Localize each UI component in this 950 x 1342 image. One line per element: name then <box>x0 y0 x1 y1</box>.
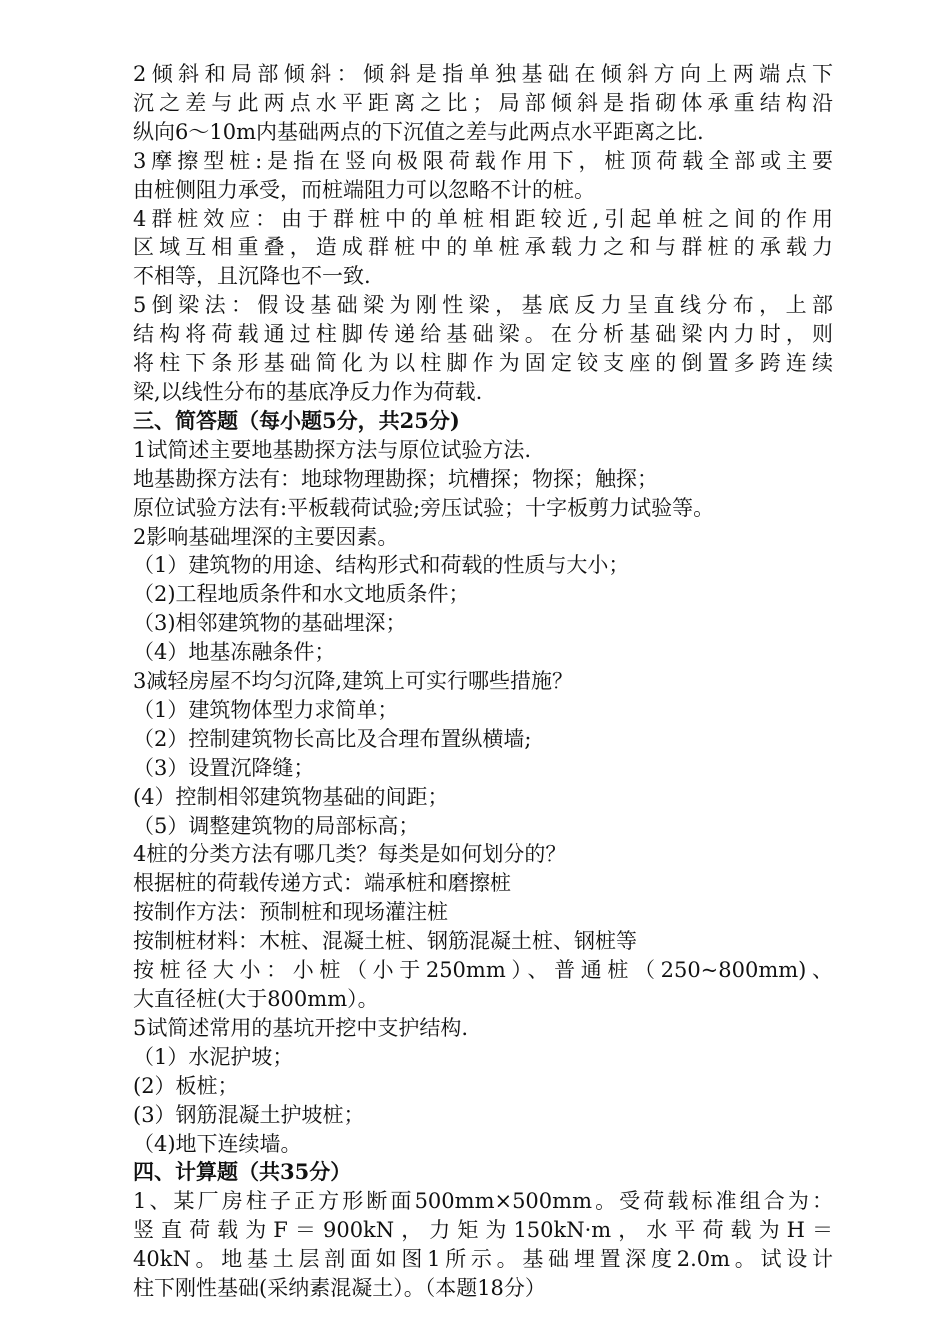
section-heading: 三、简答题（每小题5分，共25分) <box>133 407 460 433</box>
text-line: 40kN。地基土层剖面如图1所示。基础埋置深度2.0m。试设计 <box>133 1247 833 1272</box>
text-line: 梁,以线性分布的基底净反力作为荷载. <box>133 379 483 404</box>
text-line: 由桩侧阻力承受，而桩端阻力可以忽略不计的桩。 <box>133 177 595 202</box>
question-line: 1试简述主要地基勘探方法与原位试验方法. <box>133 437 532 462</box>
question-line: 5试简述常用的基坑开挖中支护结构. <box>133 1015 469 1040</box>
text-line: 大直径桩(大于800mm）。 <box>133 987 379 1011</box>
text-line: 区域互相重叠，造成群桩中的单桩承载力之和与群桩的承载力 <box>133 235 833 260</box>
text-line: 结构将荷载通过柱脚传递给基础梁。在分析基础梁内力时，则 <box>133 322 833 347</box>
text-line: 按制作方法：预制桩和现场灌注桩 <box>133 900 448 925</box>
question-line: 4桩的分类方法有哪几类？每类是如何划分的？ <box>133 842 567 867</box>
list-item: （1）建筑物的用途、结构形式和荷载的性质与大小； <box>133 553 630 578</box>
text-line: 纵向6～10m内基础两点的下沉值之差与此两点水平距离之比. <box>133 119 704 144</box>
text-line: 3摩擦型桩:是指在竖向极限荷载作用下，桩顶荷载全部或主要 <box>133 148 833 173</box>
text-line: 1、某厂房柱子正方形断面500mm×500mm。受荷载标准组合为： <box>133 1189 833 1214</box>
text-line: 4群桩效应：由于群桩中的单桩相距较近,引起单桩之间的作用 <box>133 206 833 231</box>
text-line: 竖直荷载为F＝900kN，力矩为150kN·m，水平荷载为H＝ <box>133 1218 833 1243</box>
text-line: 沉之差与此两点水平距离之比；局部倾斜是指砌体承重结构沿 <box>133 90 833 115</box>
text-line: 柱下刚性基础(采纳素混凝土）。（本题18分） <box>133 1276 546 1301</box>
text-line: 将柱下条形基础简化为以柱脚作为固定铰支座的倒置多跨连续 <box>133 351 833 376</box>
list-item: （4)地下连续墙。 <box>133 1131 302 1156</box>
list-item: （1）水泥护坡； <box>133 1044 294 1069</box>
text-line: 原位试验方法有:平板载荷试验;旁压试验；十字板剪力试验等。 <box>133 495 715 520</box>
list-item: (2）板桩； <box>133 1073 239 1098</box>
text-line: 2倾斜和局部倾斜：倾斜是指单独基础在倾斜方向上两端点下 <box>133 62 833 86</box>
section-heading: 四、计算题（共35分） <box>133 1159 352 1185</box>
list-item: (3）钢筋混凝土护坡桩； <box>133 1102 365 1127</box>
question-line: 3减轻房屋不均匀沉降,建筑上可实行哪些措施？ <box>133 669 574 694</box>
list-item: （3)相邻建筑物的基础埋深； <box>133 611 407 636</box>
list-item: （1）建筑物体型力求简单； <box>133 697 399 722</box>
text-line: 按制桩材料：木桩、混凝土桩、钢筋混凝土桩、钢桩等 <box>133 929 637 954</box>
list-item: （3）设置沉降缝； <box>133 755 315 780</box>
list-item: （4）地基冻融条件； <box>133 640 336 665</box>
list-item: (4）控制相邻建筑物基础的间距； <box>133 784 449 809</box>
text-line: 5倒梁法：假设基础梁为刚性梁，基底反力呈直线分布，上部 <box>133 293 833 318</box>
text-line: 地基勘探方法有：地球物理勘探；坑槽探；物探；触探； <box>133 466 658 491</box>
list-item: （2)工程地质条件和水文地质条件； <box>133 582 470 607</box>
document-page <box>133 60 833 1303</box>
list-item: （2）控制建筑物长高比及合理布置纵横墙; <box>133 726 532 751</box>
text-line: 按桩径大小：小桩（小于250mm）、普通桩（250~800mm)、 <box>133 958 833 983</box>
text-line: 不相等，且沉降也不一致. <box>133 264 371 289</box>
question-line: 2影响基础埋深的主要因素。 <box>133 524 399 549</box>
list-item: （5）调整建筑物的局部标高； <box>133 813 420 838</box>
text-line: 根据桩的荷载传递方式：端承桩和磨擦桩 <box>133 871 511 896</box>
